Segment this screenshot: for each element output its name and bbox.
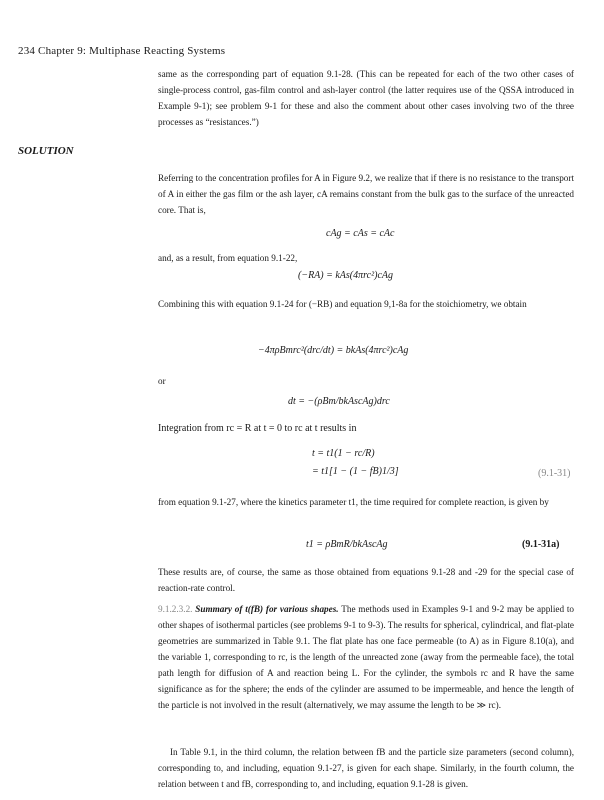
equation-concentrations: cAg = cAs = cAc [326, 228, 395, 239]
equation-dt: dt = −(ρBm/bkAscAg)drc [288, 396, 390, 407]
paragraph-continuation: same as the corresponding part of equation 9.1-28. (This can be repeated for each of the two other cases of single-process control, gas-film control and ash-layer control (the latter requires use of the QSSA introduced in Example 9-1); see problem 9-1 for these and also the comment about other cases involving two of the three processes as “resistances.”) [158, 69, 574, 127]
equation-combined: −4πρBmrc²(drc/dt) = bkAs(4πrc²)cAg [258, 345, 409, 356]
paragraph-or: or [158, 376, 166, 386]
paragraph-summary-shapes [158, 601, 574, 713]
paragraph-same-results: These results are, of course, the same as those obtained from equations 9.1-28 and -29 for the special case of reaction-rate control. [158, 567, 574, 593]
section-body: The methods used in Examples 9-1 and 9-2 may be applied to other shapes of isothermal particles (see problems 9-1 to 9-3). The results for spherical, cylindrical, and flat-plate geometries are summarized in Table 9.1. The flat plate has one face permeable (to A) as in Figure 8.10(a), and the variable 1, corresponding to rc, is the length of the unreacted zone (away from the permeable face), the total path length for diffusion of A and reaction being L. For the cylinder, the symbols rc and R have the same significance as for the sphere; the ends of the cylinder are assumed to be impermeable, and hence the length of the particle is not involved in the result (alternatively, we may assume the length to be ≫ rc). [158, 604, 574, 710]
running-header: 234 Chapter 9: Multiphase Reacting Systems [18, 45, 226, 57]
section-number: 9.1.2.3.2. [158, 604, 193, 614]
solution-heading: SOLUTION [18, 145, 74, 157]
paragraph-table-9-1: In Table 9.1, in the third column, the relation between fB and the particle size parameters (second column), corresponding to, and including, equation 9.1-27, is given for each shape. Similarly, in the fourth column, the relation between t and fB, corresponding to, and including, equation 9.1-28 is given. [158, 747, 574, 789]
paragraph-integration: Integration from rc = R at t = 0 to rc at t results in [158, 423, 357, 434]
equation-number-9-1-31a: (9.1-31a) [522, 539, 560, 550]
paragraph-combining: Combining this with equation 9.1-24 for (−RB) and equation 9,1-8a for the stoichiometry, we obtain [158, 299, 527, 309]
paragraph-as-a-result: and, as a result, from equation 9.1-22, [158, 253, 298, 263]
equation-rate: (−RA) = kAs(4πrc²)cAg [298, 270, 393, 281]
equation-t-second: = t1[1 − (1 − fB)1/3] [312, 466, 399, 477]
equation-number-9-1-31: (9.1-31) [538, 468, 571, 479]
equation-t1-definition: t1 = ρBmR/bkAscAg [306, 539, 388, 550]
equation-t-first: t = t1(1 − rc/R) [312, 448, 375, 459]
paragraph-concentration-profiles: Referring to the concentration profiles for A in Figure 9.2, we realize that if there is no resistance to the transport of A in either the gas film or the ash layer, cA remains constant from the bulk gas to the surface of the unreacted core. That is, [158, 173, 574, 215]
paragraph-kinetics-parameter: from equation 9.1-27, where the kinetics parameter t1, the time required for complete reaction, is given by [158, 497, 549, 507]
section-title: Summary of t(fB) for various shapes. [195, 604, 339, 614]
